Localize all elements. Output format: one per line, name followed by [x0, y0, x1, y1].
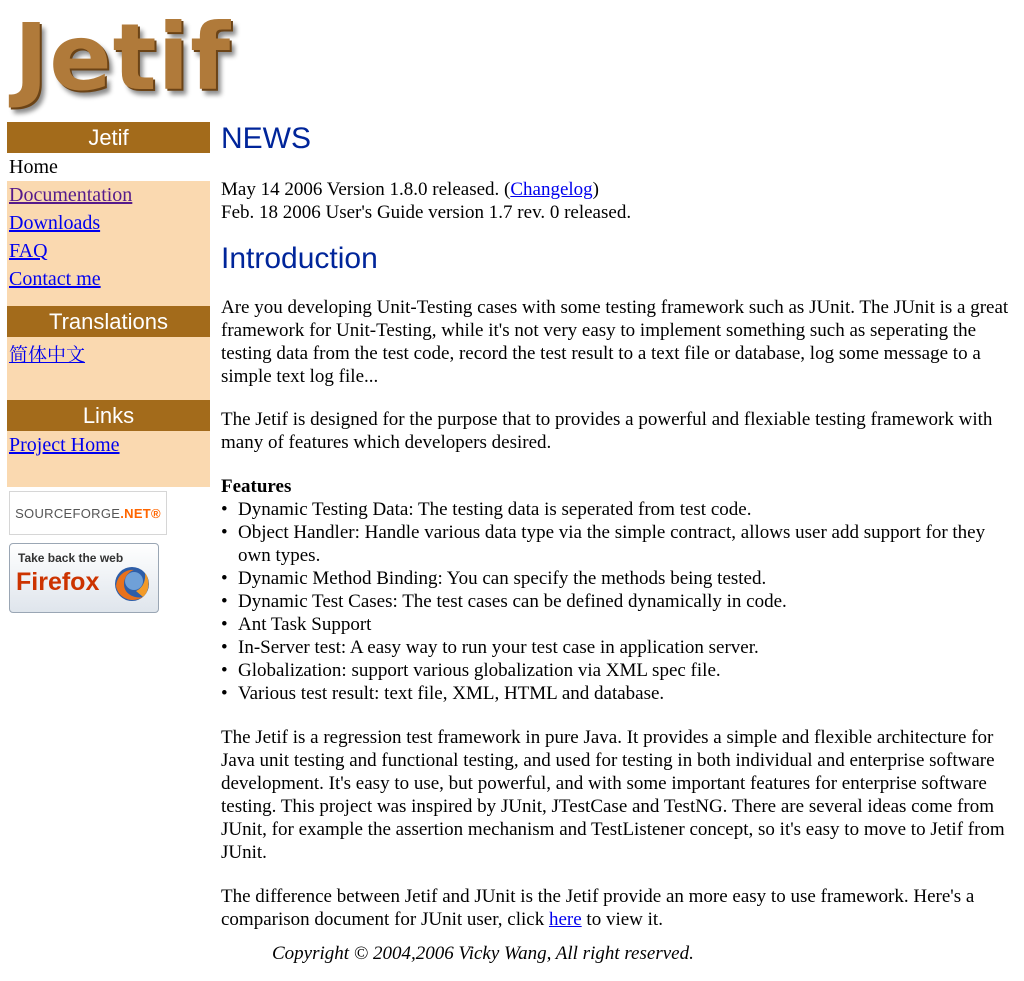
sidebar-nav: [7, 153, 210, 293]
sidebar-item-faq: [7, 237, 210, 265]
feature-item: [221, 659, 1011, 682]
site-logo: [14, 4, 264, 111]
sourceforge-suffix: .NET®: [120, 506, 161, 521]
bullet-icon: •: [221, 499, 228, 520]
sidebar-spacer: [7, 293, 210, 306]
intro-paragraph: The Jetif is designed for the purpose that to provides a powerful and flexiable testing framework with many of features which developers desired.: [221, 409, 993, 453]
news-item: [221, 178, 1011, 201]
feature-text: Ant Task Support: [238, 614, 372, 635]
bullet-icon: •: [221, 568, 228, 589]
downloads-link[interactable]: Downloads: [9, 212, 101, 234]
firefox-badge[interactable]: [9, 543, 159, 613]
chinese-translation-link[interactable]: 简体中文: [9, 344, 86, 366]
paragraph-text: The difference between Jetif and JUnit is the Jetif provide an more easy to use framework. Here's a comparison document for JUnit user, click: [221, 886, 975, 930]
feature-text: Various test result: text file, XML, HTML and database.: [238, 683, 665, 704]
sidebar: [7, 122, 210, 613]
sidebar-item-downloads: [7, 209, 210, 237]
paragraph-text-end: to view it.: [581, 909, 663, 930]
news-item: Feb. 18 2006 User's Guide version 1.7 rev. 0 released.: [221, 202, 632, 223]
sidebar-spacer: [7, 393, 210, 400]
link-item: [7, 431, 210, 459]
contact-link[interactable]: Contact me: [9, 268, 101, 290]
firefox-label: Firefox: [16, 568, 100, 596]
bullet-icon: •: [221, 522, 228, 543]
introduction-heading: Introduction: [221, 242, 378, 275]
sidebar-header-translations: Translations: [7, 306, 210, 337]
feature-text: In-Server test: A easy way to run your test case in application server.: [238, 637, 759, 658]
feature-item: [221, 590, 1011, 613]
news-heading: NEWS: [221, 122, 311, 155]
feature-item: [221, 521, 1011, 567]
sourceforge-badge[interactable]: [9, 491, 167, 535]
feature-item: [221, 636, 1011, 659]
sidebar-item-documentation: [7, 181, 210, 209]
feature-item: [221, 613, 1011, 636]
firefox-tagline: Take back the web: [18, 551, 124, 565]
sidebar-item-home: [0, 153, 210, 181]
bullet-icon: •: [221, 637, 228, 658]
documentation-link[interactable]: Documentation: [9, 184, 133, 206]
intro-paragraph: The Jetif is a regression test framework in pure Java. It provides a simple and flexible architecture for Java unit testing and functional testing, and used for testing in both individual and enterprise software development. It's easy to use, but powerful, and with some important features for enterprise software testing. This project was inspired by JUnit, JTestCase and TestNG. There are several ideas come from JUnit, for example the assertion mechanism and TestListener concept, so it's easy to move to Jetif from JUnit.: [221, 727, 1005, 863]
bullet-icon: •: [221, 660, 228, 681]
news-item-text: May 14 2006 Version 1.8.0 released. (: [221, 179, 511, 200]
logo-text: Jetif: [14, 4, 232, 111]
translations-list: [7, 337, 210, 393]
sourceforge-prefix: SOURCEFORGE: [15, 506, 121, 521]
faq-link[interactable]: FAQ: [9, 240, 48, 262]
sidebar-header-links: Links: [7, 400, 210, 431]
features-title: Features: [221, 476, 292, 497]
translation-item: [7, 341, 210, 369]
feature-text: Dynamic Test Cases: The test cases can be defined dynamically in code.: [238, 591, 787, 612]
news-item-close: ): [592, 179, 599, 200]
feature-text: Globalization: support various globalization via XML spec file.: [238, 660, 721, 681]
features-list: [221, 498, 1011, 705]
feature-text: Object Handler: Handle various data type via the simple contract, allows user add support for they own types.: [238, 522, 986, 566]
intro-paragraph: Are you developing Unit-Testing cases with some testing framework such as JUnit. The JUnit is a great framework for Unit-Testing, while it's not very easy to implement something such as seperating the testing data from the test code, record the test result to a text file or database, log some message to a simple text log file...: [221, 297, 1009, 387]
feature-item: [221, 498, 1011, 521]
sidebar-header-jetif: Jetif: [7, 122, 210, 153]
feature-item: [221, 682, 1011, 705]
comparison-here-link[interactable]: here: [548, 909, 582, 930]
sidebar-item-label: Home: [9, 156, 58, 178]
firefox-globe-icon: [112, 564, 152, 604]
copyright: Copyright © 2004,2006 Vicky Wang, All right reserved.: [272, 943, 694, 964]
intro-paragraph: [221, 885, 1011, 931]
bullet-icon: •: [221, 614, 228, 635]
bullet-icon: •: [221, 683, 228, 704]
badges: [7, 487, 210, 613]
main-content: [221, 120, 1011, 931]
bullet-icon: •: [221, 591, 228, 612]
feature-item: [221, 567, 1011, 590]
project-home-link[interactable]: Project Home: [9, 434, 120, 456]
sidebar-item-contact: [7, 265, 210, 293]
feature-text: Dynamic Method Binding: You can specify the methods being tested.: [238, 568, 767, 589]
links-list: [7, 431, 210, 487]
changelog-link[interactable]: Changelog: [510, 179, 593, 200]
feature-text: Dynamic Testing Data: The testing data is seperated from test code.: [238, 499, 752, 520]
